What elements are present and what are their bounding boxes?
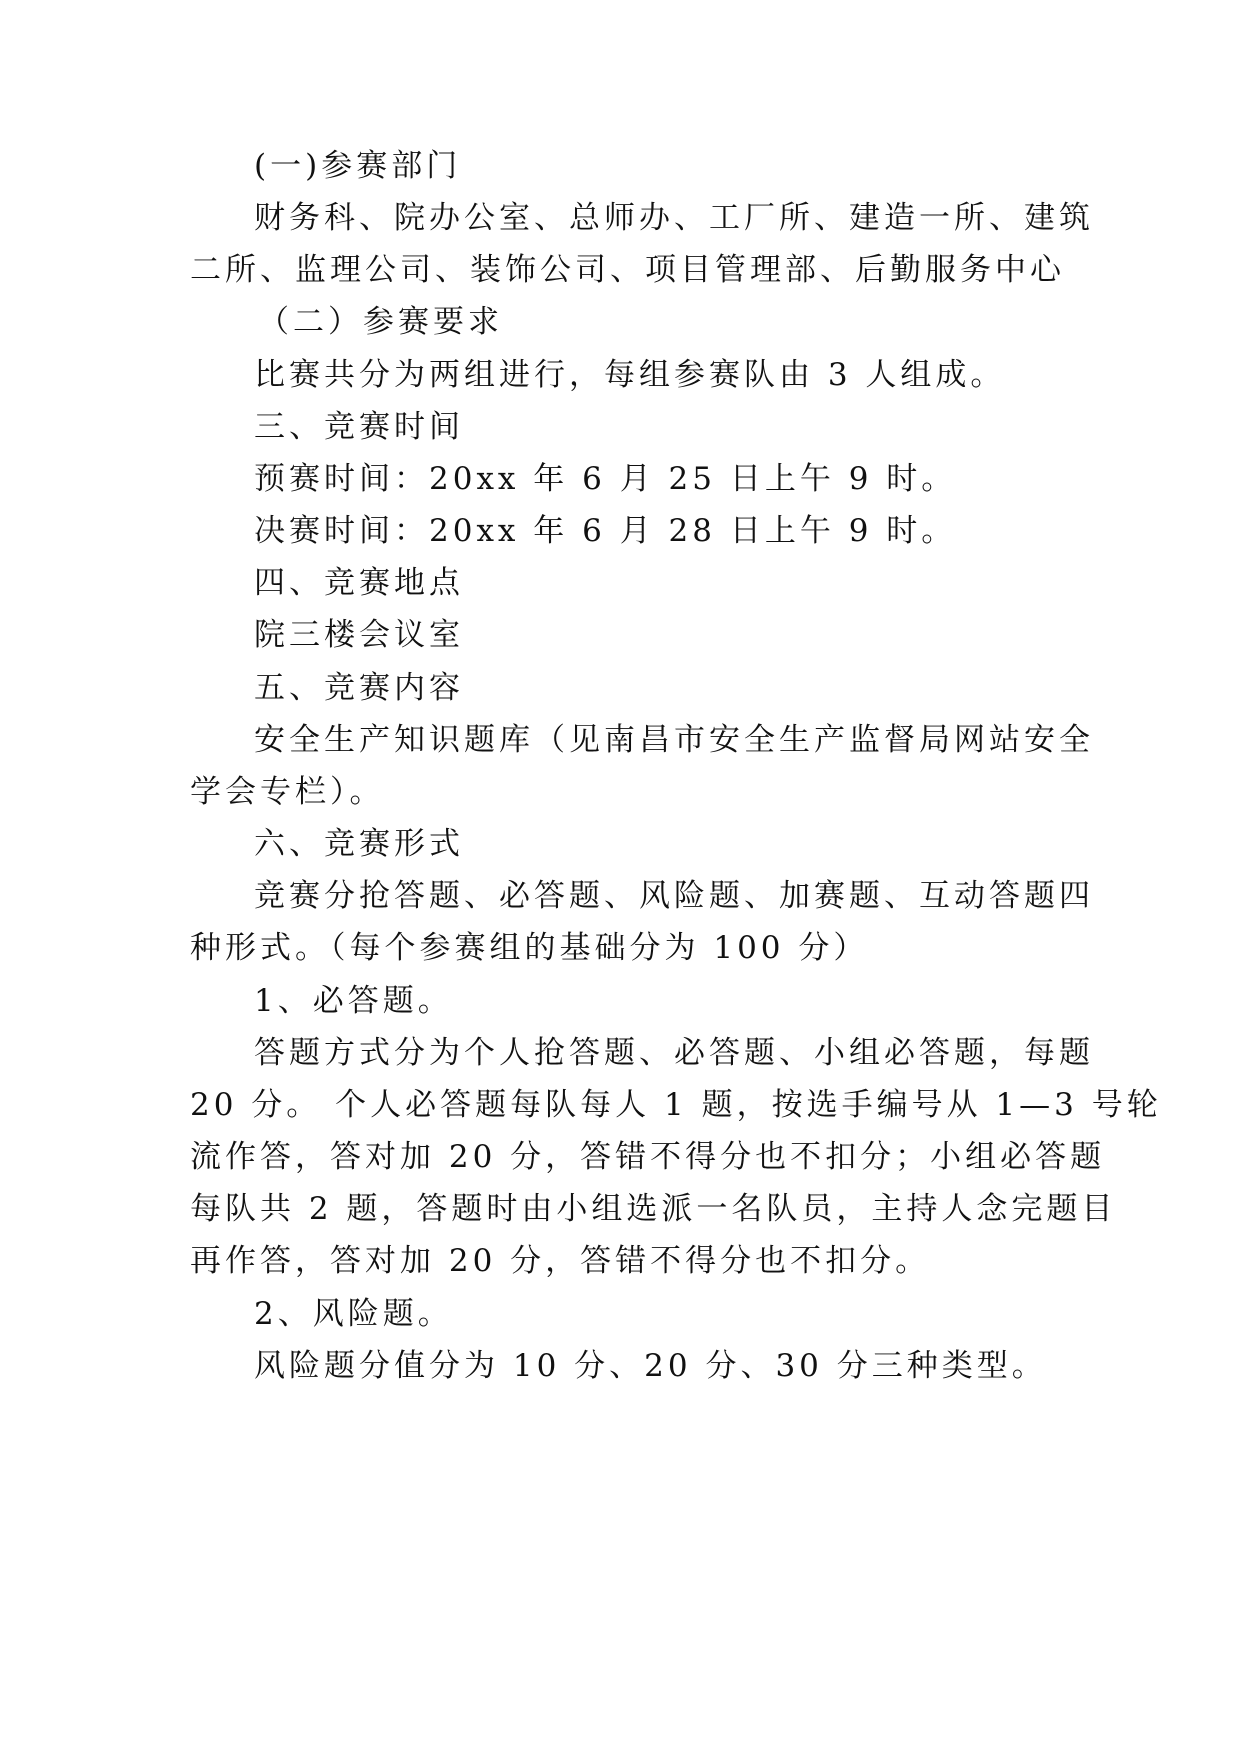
paragraph-line: 财务科、院办公室、总师办、工厂所、建造一所、建筑 [254,200,1094,236]
section-heading-location: 四、竞赛地点 [254,565,464,601]
paragraph-line: 院三楼会议室 [254,617,464,653]
paragraph-line: 决赛时间：20xx 年 6 月 28 日上午 9 时。 [254,513,957,549]
section-heading-content: 五、竞赛内容 [254,670,464,706]
section-heading-time: 三、竞赛时间 [254,409,464,445]
paragraph-line: 再作答，答对加 20 分，答错不得分也不扣分。 [190,1243,931,1279]
paragraph-line: 竞赛分抢答题、必答题、风险题、加赛题、互动答题四 [254,878,1094,914]
section-heading-participating-departments: (一)参赛部门 [254,148,462,184]
paragraph-line: 流作答，答对加 20 分，答错不得分也不扣分；小组必答题 [190,1139,1106,1175]
paragraph-line: 答题方式分为个人抢答题、必答题、小组必答题，每题 [254,1035,1094,1071]
paragraph-line: 比赛共分为两组进行，每组参赛队由 3 人组成。 [254,357,1006,393]
paragraph-line: 20 分。 个人必答题每队每人 1 题，按选手编号从 1—3 号轮 [190,1087,1162,1123]
paragraph-line: 安全生产知识题库（见南昌市安全生产监督局网站安全 [254,722,1094,758]
paragraph-line: 二所、监理公司、装饰公司、项目管理部、后勤服务中心 [190,252,1065,288]
subheading-risk-questions: 2、风险题。 [254,1296,453,1332]
paragraph-line: 每队共 2 题，答题时由小组选派一名队员，主持人念完题目 [190,1191,1117,1227]
section-heading-format: 六、竞赛形式 [254,826,464,862]
section-heading-requirements: （二）参赛要求 [258,304,503,340]
paragraph-line: 预赛时间：20xx 年 6 月 25 日上午 9 时。 [254,461,957,497]
paragraph-line: 风险题分值分为 10 分、20 分、30 分三种类型。 [254,1348,1047,1384]
subheading-required-questions: 1、必答题。 [254,983,453,1019]
paragraph-line: 种形式。（每个参赛组的基础分为 100 分） [190,930,869,966]
paragraph-line: 学会专栏）。 [190,774,385,810]
